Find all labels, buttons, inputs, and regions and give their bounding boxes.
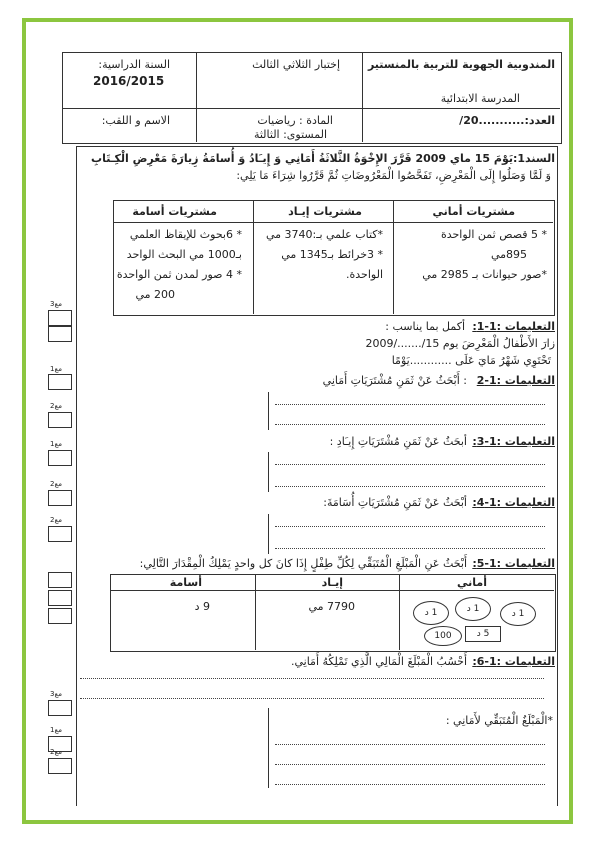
score-box-3[interactable] xyxy=(48,412,72,428)
score-box-7[interactable] xyxy=(48,700,72,716)
amani-item-1: * 5 قصص ثمن الواحدة xyxy=(440,228,547,241)
score-box-9[interactable] xyxy=(48,758,72,774)
prompt-line-1: السند1:يَوْمَ 15 ماي 2009 قَرَّرَ الإِخْوَةُ الثَّلاثَةُ أَمَانِي وَ إِيـَادُ وَ أُسامَةُ زِيارَةَ مَعْرِضِ الْكِـتَابِ xyxy=(91,152,555,165)
q5-label: التعليمات :1-5: xyxy=(472,557,555,570)
score-label-8: 1مع xyxy=(50,726,62,734)
q1-label: التعليمات :1-1: xyxy=(472,320,555,333)
osama-item-1: * 6بحوث للإيقاظ العلمي xyxy=(129,228,242,241)
iyad-item-1: *كتاب علمي بـ:3740 مي xyxy=(265,228,383,241)
score-label-2: 1مع xyxy=(50,365,62,373)
q6-text: أَحْسُبُ الْمَبْلَغَ الْمَالِي الَّذِي تَمْلِكُهُ أَمَانِي. xyxy=(290,655,467,668)
q5-header-osama: أسامة xyxy=(169,576,202,589)
amani-item-2: 895مي xyxy=(490,248,527,261)
level-label: المستوى: الثالثة xyxy=(253,128,327,141)
score-box-2[interactable] xyxy=(48,374,72,390)
score-label-4: 1مع xyxy=(50,440,62,448)
q4-text: أبْحَثُ عَنْ ثَمَنِ مُشْتَرَيَاتِ أُسَامَةَ: xyxy=(323,496,467,509)
amani-item-3: *صور حيوانات بـ 2985 مي xyxy=(422,268,547,281)
osama-item-4: 200 مي xyxy=(135,288,175,301)
ministry-name: المندوبية الجهوية للتربية بالمنستير xyxy=(367,58,555,71)
school-year: 2016/2015 xyxy=(93,74,165,88)
name-label: الاسم و اللقب: xyxy=(101,114,170,127)
q6-label: التعليمات :1-6: xyxy=(472,655,555,668)
q6-answer-line-4[interactable] xyxy=(275,764,545,765)
q6-answer-line-3[interactable] xyxy=(275,744,545,745)
q4-answer-line-1[interactable] xyxy=(275,526,545,527)
q3-answer-line-1[interactable] xyxy=(275,464,545,465)
q2-text: : أَبْحَثُ عَنْ ثَمَنِ مُشْتَرَيَاتِ أَمَانِي xyxy=(322,374,467,387)
exam-title: إختبار الثلاثي الثالث xyxy=(252,58,340,71)
subject-label: المادة : رياضيات xyxy=(257,114,333,127)
q5-osama-amount: 9 د xyxy=(194,600,210,613)
number-field: العدد:...........20/ xyxy=(459,114,555,127)
osama-item-3: * 4 صور لمدن ثمن الواحدة xyxy=(116,268,242,281)
score-box-q5b[interactable] xyxy=(48,590,72,606)
q6-remaining-label: *الْمَبْلَغُ الْمُتَبَقِّي لأَمَانِي : xyxy=(445,714,553,727)
bill-100: 100 xyxy=(424,626,462,646)
prompt-line-2: وَ لَمَّا وَصَلُوا إِلَى الْمَعْرِضِ، تَفَحَّصُوا الْمَعْرُوضَاتِ ثُمَّ قَرَّرُوا شِرَاءَ مَا يَلِي: xyxy=(236,169,551,182)
header-iyad: مشتريات إيـاد xyxy=(288,205,362,218)
q6-answer-line-2[interactable] xyxy=(80,698,544,699)
osama-item-2: بـ1000 مي البحث الواحد xyxy=(126,248,242,261)
q4-answer-line-2[interactable] xyxy=(275,548,545,549)
iyad-item-3: الواحدة. xyxy=(346,268,383,281)
q1-text: أكمل بما يناسب : xyxy=(385,320,465,333)
coin-1d-a: 1 د xyxy=(413,601,449,625)
score-box-q5a[interactable] xyxy=(48,572,72,588)
score-box-6[interactable] xyxy=(48,526,72,542)
score-label-5: 2مع xyxy=(50,480,62,488)
q2-answer-line-1[interactable] xyxy=(275,404,545,405)
bill-5d: 5 د xyxy=(465,626,501,642)
score-box-4[interactable] xyxy=(48,450,72,466)
q5-text: أَبْحَثُ عَنِ الْمَبْلَغِ الْمُتَبَقِّي لِكُلِّ طِفْلٍ إِذَا كانَ كل واحدٍ يَمْلِكُ الْمِقْدَارَ التَّالِي: xyxy=(139,557,467,570)
q3-answer-line-2[interactable] xyxy=(275,486,545,487)
coin-1d-c: 1 د xyxy=(500,602,536,626)
iyad-item-2: * 3خرائط بـ1345 مي xyxy=(281,248,383,261)
q6-answer-line-1[interactable] xyxy=(80,678,544,679)
q6-answer-line-5[interactable] xyxy=(275,784,545,785)
score-box-1a[interactable] xyxy=(48,310,72,326)
year-label: السنة الدراسية: xyxy=(98,58,170,71)
score-label-7: 3مع xyxy=(50,690,62,698)
q5-header-amani: أماني xyxy=(457,576,487,589)
score-label-6: 2مع xyxy=(50,516,62,524)
q3-label: التعليمات :1-3: xyxy=(472,435,555,448)
score-box-1b[interactable] xyxy=(48,326,72,342)
score-label-1: 3مع xyxy=(50,300,62,308)
q2-label: التعليمات :1-2 xyxy=(476,374,555,387)
q5-header-iyad: إيـاد xyxy=(321,576,343,589)
q3-text: أبحَثُ عَنْ ثَمَنِ مُشْتَرَيَاتِ إِيـَادِ : xyxy=(329,435,467,448)
score-label-3: 2مع xyxy=(50,402,62,410)
q4-label: التعليمات :1-4: xyxy=(472,496,555,509)
header-osama: مشتريات أسامة xyxy=(132,205,217,218)
score-box-q5c[interactable] xyxy=(48,608,72,624)
school-name: المدرسة الابتدائية xyxy=(440,92,520,105)
coin-1d-b: 1 د xyxy=(455,597,491,621)
q1-fill-1[interactable]: زارَ الأَطْفالُ الْمَعْرِضَ يوم 15/......./2009 xyxy=(365,337,555,350)
q1-fill-2[interactable]: تَحْتَوِي شَهْرُ مَايَ عَلَى ............يَوْمًا xyxy=(391,354,551,367)
header-amani: مشتريات أماني xyxy=(432,205,515,218)
score-label-9: 2مع xyxy=(50,748,62,756)
q2-answer-line-2[interactable] xyxy=(275,424,545,425)
q5-iyad-amount: 7790 مي xyxy=(308,600,355,613)
score-box-5[interactable] xyxy=(48,490,72,506)
